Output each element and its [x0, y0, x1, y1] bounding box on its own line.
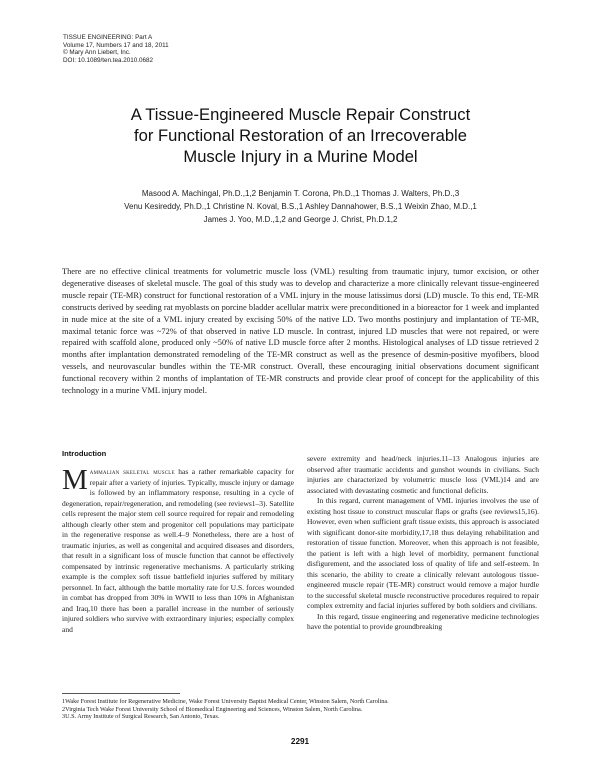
page-number: 2291 [290, 737, 310, 746]
title-line-3: Muscle Injury in a Murine Model [183, 147, 418, 166]
section-heading-introduction: Introduction [62, 449, 107, 458]
journal-name: TISSUE ENGINEERING: Part A [63, 34, 153, 41]
affiliation-footnotes [62, 698, 389, 721]
drop-cap: M [62, 464, 88, 496]
paper-title [63, 104, 538, 167]
title-line-1: A Tissue-Engineered Muscle Repair Construct [130, 105, 471, 124]
intro-paragraph-3: In this regard, tissue engineering and regenerative medicine technologies have the potential to provide groundbreaking [307, 611, 539, 631]
authors-line-1: Masood A. Machingal, Ph.D.,1,2 Benjamin T. Corona, Ph.D.,1 Thomas J. Walters, Ph.D.,3 [141, 189, 460, 198]
intro-column-right [307, 454, 539, 633]
footnote-1: 1Wake Forest Institute for Regenerative Medicine, Wake Forest University Baptist Medical Center, Winston Salem, North Carolina. [62, 698, 389, 705]
title-line-2: for Functional Restoration of an Irrecoverable [134, 126, 467, 145]
intro-paragraph-1 [62, 464, 294, 635]
footnote-3: 3U.S. Army Institute of Surgical Research, San Antonio, Texas. [62, 713, 220, 721]
journal-header [63, 34, 169, 64]
intro-paragraph-continued: severe extremity and head/neck injuries.11–13 Analogous injuries are observed after traumatic accidents and gunshot wounds in civilians. Such injuries are characterized by volumetric muscle loss (VML)14 and are associated with devastating cosmetic and functional deficits. [307, 454, 539, 495]
author-list [63, 188, 538, 226]
intro-paragraph-1-text: has a rather remarkable capacity for repair after a variety of injuries. Typically, muscle injury or damage is followed by an inflammatory response, resulting in a cycle of degeneration, repair/regeneration, and remodeling (see reviews1–3). Satellite cells represent the major stem cell source required for repair and remodeling although clearly other stem and progenitor cell populations may participate in the regenerative response as well.4–9 Nonetheless, there are a host of traumatic injuries, as well as congenital and acquired diseases and disorders, that result in a significant loss of muscle function that cannot be effectively compensated by intrinsic regenerative mechanisms. A particularly striking example is the complex soft tissue battlefield injuries suffered by military personnel. In fact, although the battle mortality rate for U.S. forces wounded in combat has dropped from 30% in WWII to less than 10% in Afghanistan and Iraq,10 there has been a parallel increase in the number of seriously injured soldiers who survive with extraordinary injuries; especially complex and [62, 467, 294, 634]
journal-copyright: © Mary Ann Liebert, Inc. [63, 49, 131, 57]
small-caps-lead: ammalian skeletal muscle [89, 467, 175, 476]
intro-paragraph-2: In this regard, current management of VML injuries involves the use of existing host tissue to construct muscular flaps or grafts (see reviews15,16). However, even when sufficient graft tissue exists, this approach is associated with significant donor-site morbidity,17,18 thus delaying rehabilitation and restoration of tissue function. Moreover, when this approach is not feasible, the patient is left with a high level of morbidity, permanent functional disfigurement, and the associated loss of quality of life and self-esteem. In this scenario, the ability to create a clinically relevant autologous tissue-engineered muscle repair (TE-MR) construct would remove a major hurdle to the successful skeletal muscle reconstructive procedures required to repair complex extremity and facial injuries suffered by both soldiers and civilians. [307, 496, 539, 610]
authors-line-3: James J. Yoo, M.D.,1,2 and George J. Christ, Ph.D.1,2 [203, 214, 398, 224]
authors-line-2: Venu Kesireddy, Ph.D.,1 Christine N. Koval, B.S.,1 Ashley Dannahower, B.S.,1 Weixin Zhao, M.D.,1 [124, 201, 477, 211]
abstract: There are no effective clinical treatments for volumetric muscle loss (VML) resulting from traumatic injury, tumor excision, or other degenerative diseases of skeletal muscle. The goal of this study was to develop and characterize a more clinically relevant tissue-engineered muscle repair (TE-MR) construct for functional restoration of a VML injury in the mouse latissimus dorsi (LD) muscle. To this end, TE-MR constructs derived by seeding rat myoblasts on porcine bladder acellular matrix were preconditioned in a bioreactor for 1 week and implanted in nude mice at the site of a VML injury created by excising 50% of the native LD. Two months postinjury and implantation of TE-MR, maximal tetanic force was ~72% of that observed in native LD muscle. In contrast, injured LD muscles that were not repaired, or were repaired with scaffold alone, produced only ~50% of native LD muscle force after 2 months. Histological analyses of LD tissue retrieved 2 months after implantation demonstrated remodeling of the TE-MR construct as well as the presence of desmin-positive myofibers, blood vessels, and neurovascular bundles within the TE-MR construct. Overall, these encouraging initial observations document significant functional recovery within 2 months of implantation of TE-MR constructs and provide clear proof of concept for the applicability of this technology in a murine VML injury model. [62, 267, 539, 396]
footnote-2: 2Virginia Tech Wake Forest University School of Biomedical Engineering and Sciences, Winston Salem, North Carolina. [62, 705, 363, 713]
footnote-divider [62, 693, 180, 694]
journal-volume: Volume 17, Numbers 17 and 18, 2011 [63, 41, 169, 49]
journal-doi: DOI: 10.1089/ten.tea.2010.0682 [63, 56, 153, 64]
intro-column-left [62, 464, 294, 635]
